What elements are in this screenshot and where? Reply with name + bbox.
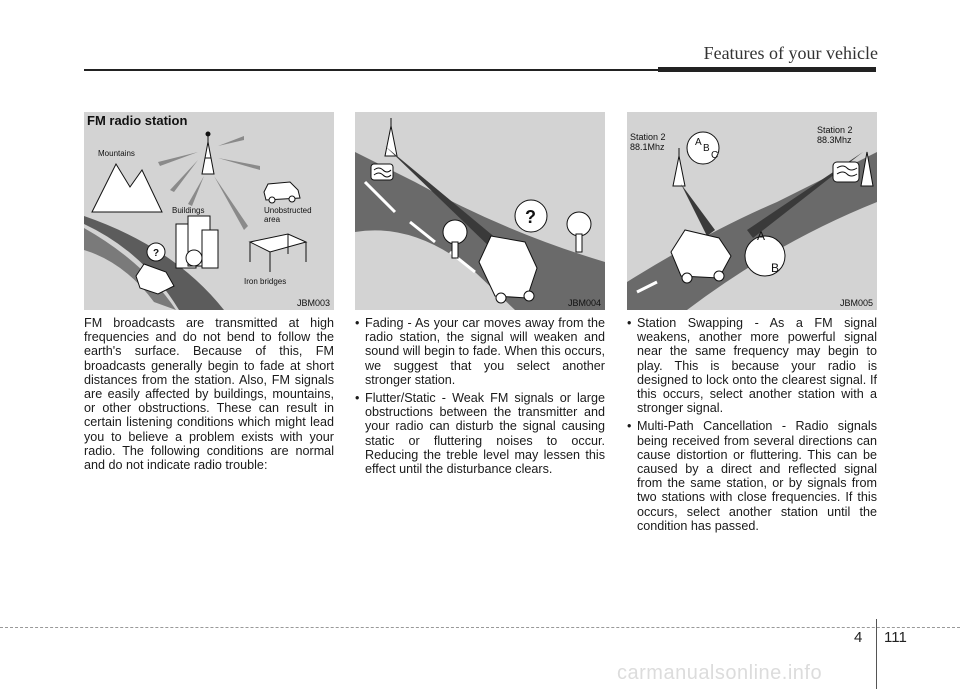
station-left-name: Station 2	[630, 132, 666, 142]
page-number: 111	[884, 629, 907, 646]
watermark: carmanualsonline.info	[617, 662, 823, 684]
fading-illustration	[355, 112, 605, 310]
noise-icon	[833, 162, 859, 182]
footer-rule	[0, 627, 960, 628]
header-rule-accent	[658, 67, 876, 72]
figure-fm-radio-station	[84, 112, 334, 310]
column-right	[627, 316, 877, 537]
figure-station-swapping	[627, 112, 877, 310]
conditions-list-right	[627, 316, 877, 533]
section-title: Features of your vehicle	[703, 43, 878, 63]
svg-text:A: A	[695, 137, 702, 148]
question-mark: ?	[153, 248, 160, 259]
column-left	[84, 316, 334, 472]
figure-title: FM radio station	[87, 113, 188, 128]
fm-station-illustration	[84, 112, 334, 310]
svg-text:C: C	[711, 150, 719, 161]
buildings-label: Buildings	[172, 206, 205, 215]
figure-fading	[355, 112, 605, 310]
station-right-freq: 88.3Mhz	[817, 135, 852, 145]
unobstructed-label-2: area	[264, 215, 281, 224]
station-swapping-illustration	[627, 112, 877, 310]
iron-bridges-label: Iron bridges	[244, 277, 287, 286]
station-left-freq: 88.1Mhz	[630, 142, 665, 152]
list-item-station-swapping: • Station Swapping - As a FM signal weakens, another more powerful signal near the same frequency may begin to play. This is because your radio is designed to lock onto the clearest signal. If this occurs, select another station with a stronger signal.	[627, 316, 877, 415]
figure-code: JBM005	[839, 298, 873, 308]
figure-code: JBM004	[567, 298, 601, 308]
column-middle	[355, 316, 605, 480]
mountains-label: Mountains	[98, 149, 135, 158]
page-separator	[876, 619, 877, 689]
list-item-flutter: • Flutter/Static - Weak FM signals or large obstructions between the transmitter and your radio can disturb the signal causing static or fluttering noises to occur. Reducing the treble level may lessen this effect until the disturbance clears.	[355, 391, 605, 476]
svg-text:A: A	[757, 229, 766, 243]
intro-paragraph: FM broadcasts are transmitted at high frequencies and do not bend to follow the earth's surface. Because of this, FM broadcasts generally begin to fade at short distances from the station. Also, FM signals are easily affected by buildings, mountains, or other obstructions. These can result in certain listening conditions which might lead you to believe a problem exists with your radio. The following conditions are normal and do not indicate radio trouble:	[84, 316, 334, 473]
svg-text:B: B	[771, 261, 780, 275]
question-mark: ?	[525, 207, 536, 227]
chapter-number: 4	[854, 629, 863, 646]
static-noise-icon	[371, 164, 393, 180]
figure-code: JBM003	[296, 298, 330, 308]
svg-text:B: B	[703, 143, 710, 154]
station-right-name: Station 2	[817, 125, 853, 135]
list-item-fading: • Fading - As your car moves away from the radio station, the signal will weaken and sound will begin to fade. When this occurs, we suggest that you select another stronger station.	[355, 316, 605, 387]
conditions-list-middle	[355, 316, 605, 476]
list-item-multipath: • Multi-Path Cancellation - Radio signals being received from several directions can cause distortion or fluttering. This can be caused by a direct and reflected signal from the same station, or by signals from two stations with close frequencies. If this occurs, select another station until the condition has passed.	[627, 419, 877, 533]
unobstructed-label-1: Unobstructed	[264, 206, 312, 215]
